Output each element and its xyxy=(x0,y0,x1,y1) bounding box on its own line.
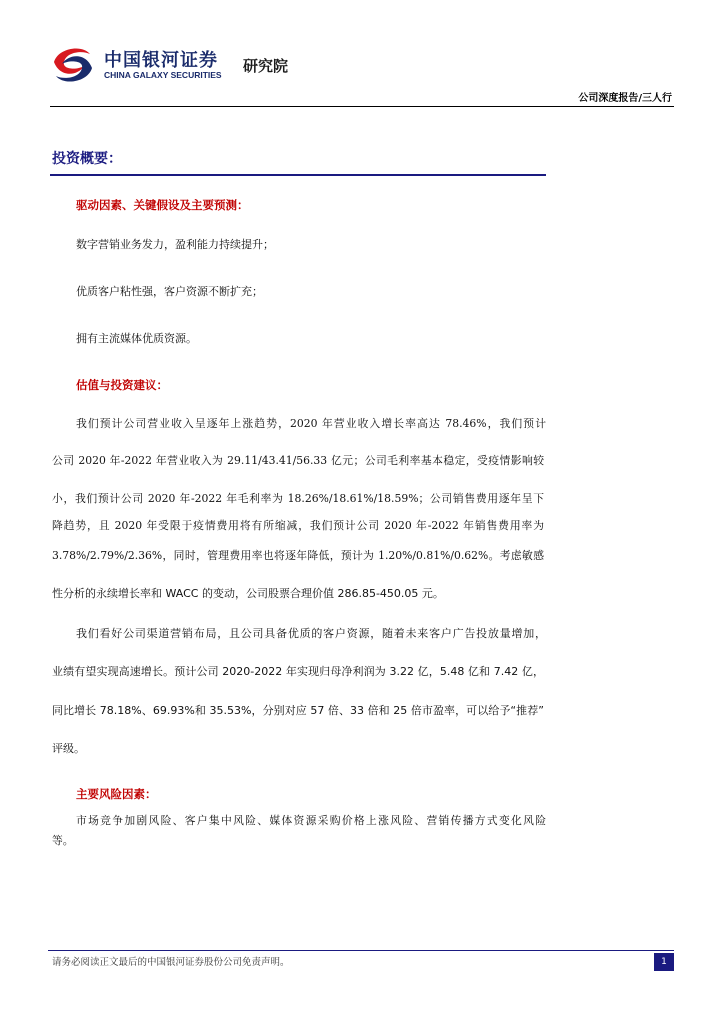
driver-item: 优质客户粘性强，客户资源不断扩充； xyxy=(76,285,263,298)
footer-divider xyxy=(48,950,674,951)
valuation-paragraph-line: 小，我们预计公司 2020 年-2022 年毛利率为 18.26%/18.61%/18.59%；公司销售费用逐年呈下 xyxy=(52,492,544,505)
galaxy-swirl-icon xyxy=(48,40,98,90)
valuation-paragraph-line: 降趋势，且 2020 年受限于疫情费用将有所缩减，我们预计公司 2020 年-2022 年销售费用率为 xyxy=(52,519,544,532)
logo-chinese-name: 中国银河证券 xyxy=(104,50,218,71)
report-type-label: 公司深度报告/三人行 xyxy=(578,93,672,104)
disclaimer-text: 请务必阅读正文最后的中国银河证券股份公司免责声明。 xyxy=(52,957,290,968)
valuation-paragraph-line: 性分析的永续增长率和 WACC 的变动，公司股票合理价值 286.85-450.05 元。 xyxy=(52,587,444,600)
institute-label: 研究院 xyxy=(243,57,289,75)
drivers-heading: 驱动因素、关键假设及主要预测： xyxy=(76,198,249,212)
driver-item: 数字营销业务发力，盈利能力持续提升； xyxy=(76,238,274,251)
valuation-paragraph-line: 我们预计公司营业收入呈逐年上涨趋势，2020 年营业收入增长率高达 78.46%，我们预计 xyxy=(76,417,546,430)
driver-item: 拥有主流媒体优质资源。 xyxy=(76,332,197,345)
valuation-paragraph-line: 我们看好公司渠道营销布局，且公司具备优质的客户资源，随着未来客户广告投放量增加， xyxy=(76,627,546,640)
valuation-heading: 估值与投资建议： xyxy=(76,378,168,392)
valuation-paragraph-line: 评级。 xyxy=(52,742,85,755)
header-divider xyxy=(50,106,674,107)
valuation-paragraph-line: 3.78%/2.79%/2.36%，同时，管理费用率也将逐年降低，预计为 1.20%/0.81%/0.62%。考虑敏感 xyxy=(52,549,544,562)
valuation-paragraph-line: 公司 2020 年-2022 年营业收入为 29.11/43.41/56.33 亿元；公司毛利率基本稳定，受疫情影响较 xyxy=(52,454,544,467)
risks-paragraph-line: 等。 xyxy=(52,834,74,847)
company-logo xyxy=(48,40,236,90)
valuation-paragraph-line: 同比增长 78.18%、69.93%和 35.53%，分别对应 57 倍、33 倍和 25 倍市盈率，可以给予“推荐” xyxy=(52,704,544,717)
valuation-paragraph-line: 业绩有望实现高速增长。预计公司 2020-2022 年实现归母净利润为 3.22 亿，5.48 亿和 7.42 亿， xyxy=(52,665,544,678)
page-number: 1 xyxy=(654,953,674,971)
risks-heading: 主要风险因素： xyxy=(76,787,157,801)
section-divider xyxy=(50,174,546,176)
section-title: 投资概要： xyxy=(52,151,122,167)
risks-paragraph-line: 市场竞争加剧风险、客户集中风险、媒体资源采购价格上涨风险、营销传播方式变化风险 xyxy=(76,814,546,827)
logo-english-name: CHINA GALAXY SECURITIES xyxy=(104,70,222,80)
